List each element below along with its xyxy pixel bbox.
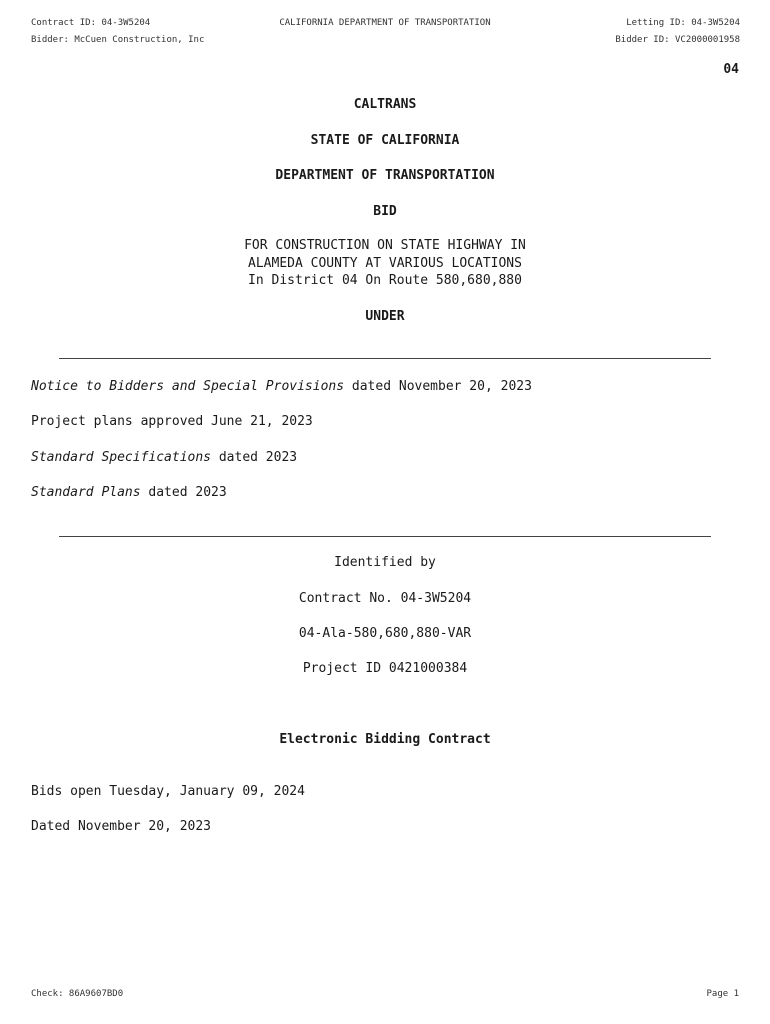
contract-type: Electronic Bidding Contract [279, 732, 491, 747]
divider-top [59, 358, 711, 359]
contract-id: Contract ID: 04-3W5204 [31, 18, 151, 28]
title-caltrans: CALTRANS [353, 97, 417, 112]
district-number: 04 [723, 62, 739, 77]
document-line: Notice to Bidders and Special Provisions dated November 20, 2023 [31, 379, 532, 394]
page-number: Page 1 [706, 989, 739, 999]
under-label: UNDER [365, 309, 405, 324]
description-line-3: In District 04 On Route 580,680,880 [248, 273, 522, 288]
document-line: Project plans approved June 21, 2023 [31, 414, 313, 429]
bidder-id: Bidder ID: VC2000001958 [615, 35, 740, 45]
bidder-name: Bidder: McCuen Construction, Inc [31, 35, 205, 45]
check-code: Check: 86A9607BD0 [31, 989, 124, 999]
letting-id: Letting ID: 04-3W5204 [626, 18, 740, 28]
document-line: Standard Specifications dated 2023 [31, 450, 298, 465]
location-code: 04-Ala-580,680,880-VAR [298, 626, 472, 641]
document-line: Standard Plans dated 2023 [31, 485, 227, 500]
contract-number: Contract No. 04-3W5204 [298, 591, 472, 606]
dated-line: Dated November 20, 2023 [31, 819, 212, 834]
project-id: Project ID 0421000384 [302, 661, 468, 676]
title-department: DEPARTMENT OF TRANSPORTATION [275, 168, 495, 183]
title-state: STATE OF CALIFORNIA [310, 133, 460, 148]
bids-open: Bids open Tuesday, January 09, 2024 [31, 784, 305, 799]
description-line-2: ALAMEDA COUNTY AT VARIOUS LOCATIONS [248, 256, 522, 271]
title-bid: BID [373, 204, 397, 219]
divider-bottom [59, 536, 711, 537]
agency-header: CALIFORNIA DEPARTMENT OF TRANSPORTATION [279, 18, 491, 28]
description-line-1: FOR CONSTRUCTION ON STATE HIGHWAY IN [244, 238, 526, 253]
identified-by-label: Identified by [334, 555, 436, 570]
